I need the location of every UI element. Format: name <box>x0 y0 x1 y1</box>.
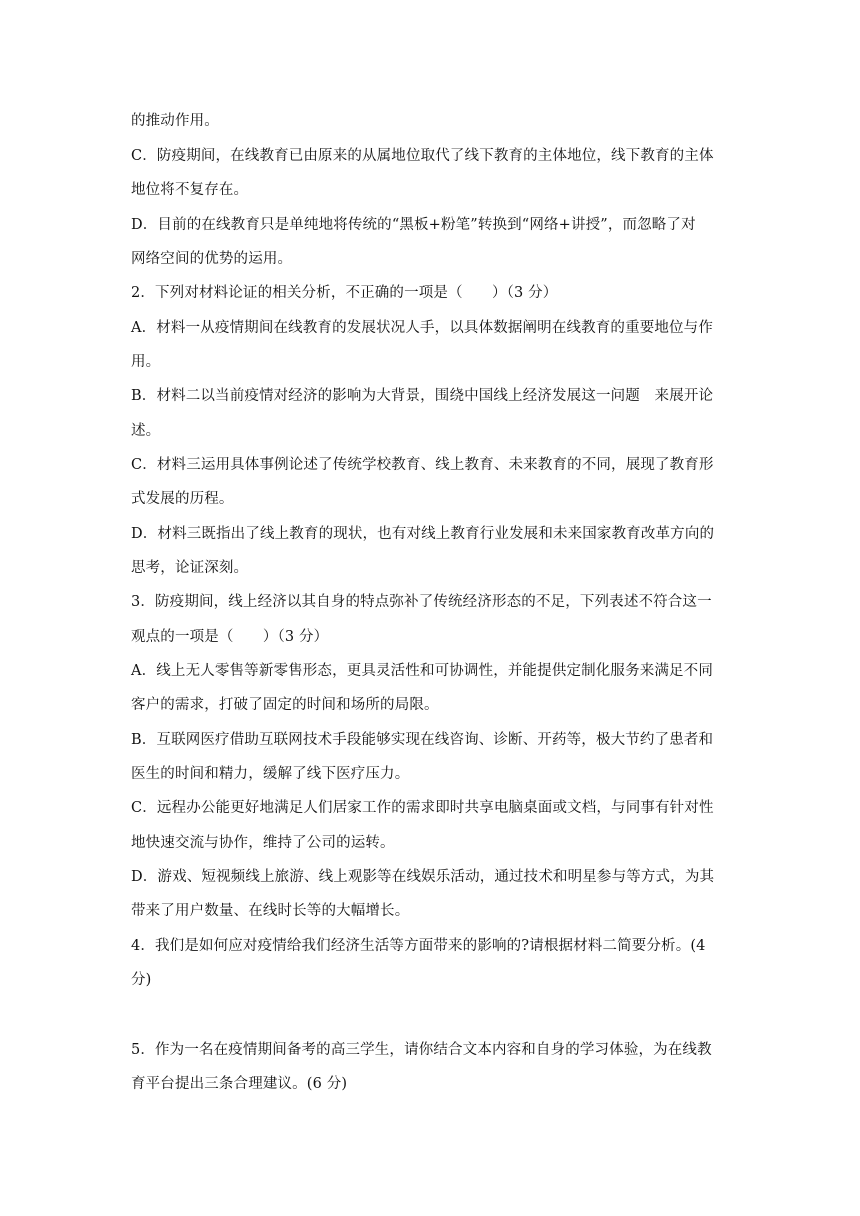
text-line: 医生的时间和精力，缓解了线下医疗压力。 <box>131 766 410 782</box>
text-line: 网络空间的优势的运用。 <box>131 251 293 267</box>
text-line: 思考，论证深刻。 <box>131 560 249 576</box>
question-2-stem: 2．下列对材料论证的相关分析，不正确的一项是（ ）（3 分） <box>131 285 558 301</box>
text-line: 式发展的历程。 <box>131 491 234 507</box>
text-line: 述。 <box>131 423 161 439</box>
text-line: 地快速交流与协作，维持了公司的运转。 <box>131 835 395 851</box>
text-line: A．材料一从疫情期间在线教育的发展状况人手，以具体数据阐明在线教育的重要地位与作 <box>131 320 713 336</box>
text-line: B．互联网医疗借助互联网技术手段能够实现在线咨询、诊断、开药等，极大节约了患者和 <box>131 732 714 748</box>
text-line: 地位将不复存在。 <box>131 182 249 198</box>
text-line: C．防疫期间，在线教育已由原来的从属地位取代了线下教育的主体地位，线下教育的主体 <box>131 148 714 164</box>
text-line: D．目前的在线教育只是单纯地将传统的“黑板+粉笔”转换到“网络+讲授”，而忽略了对 <box>131 217 696 233</box>
text-line: 观点的一项是（ ）（3 分） <box>131 629 329 645</box>
question-5-stem: 5．作为一名在疫情期间备考的高三学生，请你结合文本内容和自身的学习体验，为在线教 <box>131 1042 712 1058</box>
text-line: D．游戏、短视频线上旅游、线上观影等在线娱乐活动，通过技术和明星参与等方式，为其 <box>131 869 715 885</box>
text-line: C．材料三运用具体事例论述了传统学校教育、线上教育、未来教育的不同，展现了教育形 <box>131 457 714 473</box>
text-line: 育平台提出三条合理建议。(6 分) <box>131 1076 348 1092</box>
text-line: 的推动作用。 <box>131 113 219 129</box>
text-line: 带来了用户数量、在线时长等的大幅增长。 <box>131 903 410 919</box>
text-line: C．远程办公能更好地满足人们居家工作的需求即时共享电脑桌面或文档，与同事有针对性 <box>131 800 714 816</box>
text-line: A．线上无人零售等新零售形态，更具灵活性和可协调性，并能提供定制化服务来满足不同 <box>131 663 713 679</box>
text-line: 分) <box>131 972 152 988</box>
text-line: B．材料二以当前疫情对经济的影响为大背景，围绕中国线上经济发展这一问题 来展开论 <box>131 388 714 404</box>
text-line: 用。 <box>131 354 161 370</box>
question-3-stem: 3．防疫期间，线上经济以其自身的特点弥补了传统经济形态的不足，下列表述不符合这一 <box>131 594 712 610</box>
text-line: D．材料三既指出了线上教育的现状，也有对线上教育行业发展和未来国家教育改革方向的 <box>131 526 715 542</box>
text-line: 客户的需求，打破了固定的时间和场所的局限。 <box>131 697 439 713</box>
question-4-stem: 4．我们是如何应对疫情给我们经济生活等方面带来的影响的?请根据材料二简要分析。(4 <box>131 938 706 954</box>
